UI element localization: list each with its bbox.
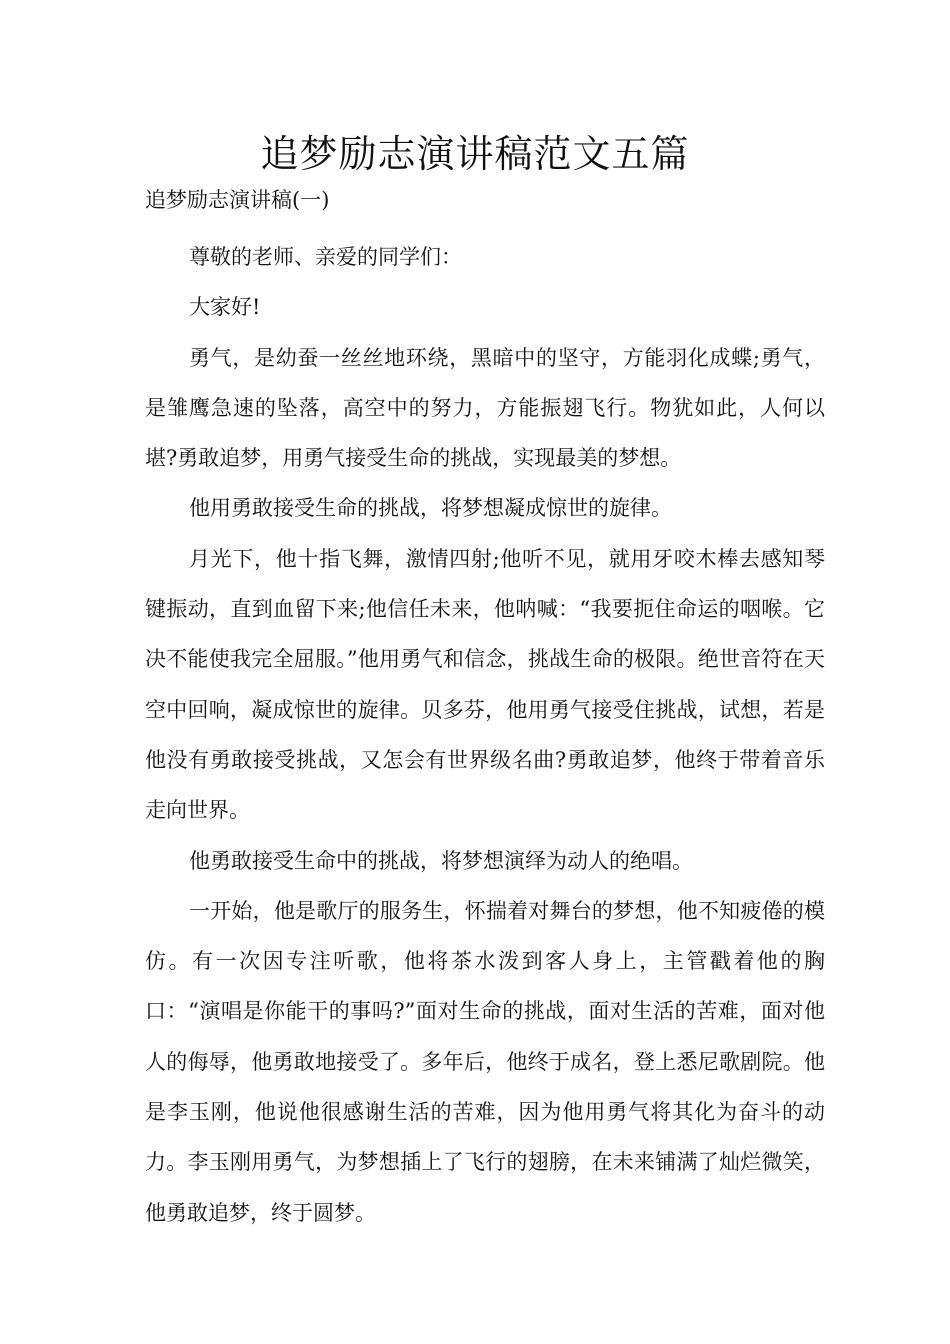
paragraph-courage: 勇气，是幼蚕一丝丝地环绕，黑暗中的坚守，方能羽化成蝶;勇气，是雏鹰急速的坠落，高空中的努力，方能振翅飞行。物犹如此，人何以堪?勇敢追梦，用勇气接受生命的挑战，实现最美的梦想。 <box>145 345 825 471</box>
paragraph-greeting: 尊敬的老师、亲爱的同学们： <box>189 245 462 269</box>
document-title: 追梦励志演讲稿范文五篇 <box>260 132 690 176</box>
paragraph-beethoven: 月光下，他十指飞舞，激情四射;他听不见，就用牙咬木棒去感知琴键振动，直到血留下来;他信任未来，他呐喊：“我要扼住命运的咽喉。它决不能使我完全屈服。”他用勇气和信念，挑战生命的极限。绝世音符在天空中回响，凝成惊世的旋律。贝多芬，他用勇气接受住挑战，试想，若是他没有勇敢接受挑战，又怎会有世界级名曲?勇敢追梦，他终于带着音乐走向世界。 <box>145 546 825 823</box>
document-body <box>145 232 825 1238</box>
paragraph-song-intro: 他勇敢接受生命中的挑战，将梦想演绎为动人的绝唱。 <box>189 848 693 873</box>
paragraph-hello: 大家好! <box>189 295 261 320</box>
section-heading: 追梦励志演讲稿(一) <box>145 188 330 212</box>
paragraph-melody-intro: 他用勇敢接受生命的挑战，将梦想凝成惊世的旋律。 <box>189 496 672 521</box>
paragraph-li-yugang: 一开始，他是歌厅的服务生，怀揣着对舞台的梦想，他不知疲倦的模仿。有一次因专注听歌，他将茶水泼到客人身上，主管戳着他的胸口：“演唱是你能干的事吗?”面对生命的挑战，面对生活的苦难，面对他人的侮辱，他勇敢地接受了。多年后，他终于成名，登上悉尼歌剧院。他是李玉刚，他说他很感谢生活的苦难，因为他用勇气将其化为奋斗的动力。李玉刚用勇气，为梦想插上了飞行的翅膀，在未来铺满了灿烂微笑，他勇敢追梦，终于圆梦。 <box>145 898 825 1225</box>
